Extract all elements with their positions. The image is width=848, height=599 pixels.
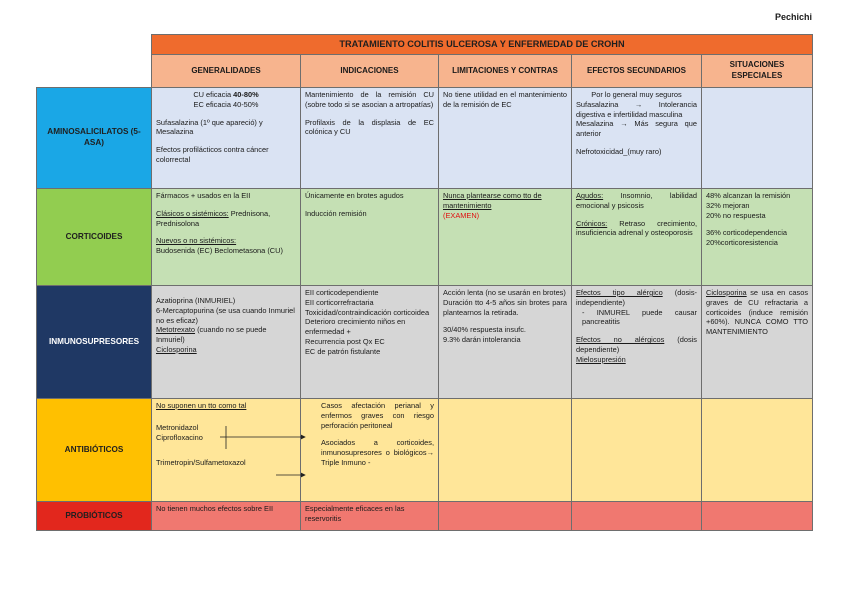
column-header-generalidades: GENERALIDADES <box>152 55 301 88</box>
indication-text: Inducción remisión <box>305 208 367 218</box>
row-label-corticoides: CORTICOIDES <box>37 189 152 286</box>
special-text: 32% mejoran <box>706 200 750 210</box>
profilactic-note: Efectos profilácticos contra cáncer colorrectal <box>156 145 269 164</box>
cell-inmunosupresores-situaciones <box>702 286 813 399</box>
row-label-antibioticos: ANTIBIÓTICOS <box>37 399 152 502</box>
row-label-probioticos: PROBIÓTICOS <box>37 502 152 531</box>
cell-corticoides-indicaciones <box>301 189 439 286</box>
chronic-list: Retraso crecimiento, insuficiencia adrenal y osteoporosis <box>576 218 697 238</box>
cell-aminosalicilatos-limitaciones <box>439 88 572 189</box>
cu-efficacy <box>156 90 296 100</box>
column-header-indicaciones: INDICACIONES <box>301 55 439 88</box>
special-text: 20%corticoresistencia <box>706 238 778 248</box>
cell-probioticos-indicaciones: Especialmente eficaces en las reservoritis <box>301 502 439 531</box>
special-text: 20% no respuesta <box>706 210 766 220</box>
special-text: 48% alcanzan la remisión <box>706 191 791 200</box>
cell-antibioticos-indicaciones <box>301 399 439 502</box>
table-row <box>37 189 813 286</box>
allergic-label: Efectos tipo alérgico <box>576 288 663 297</box>
ec-efficacy: EC eficacia 40-50% <box>193 99 259 109</box>
cell-probioticos-efectos <box>572 502 702 531</box>
cell-probioticos-limitaciones <box>439 502 572 531</box>
cu-efficacy-label: CU eficacia <box>193 90 234 99</box>
indication-text: EII corticodependiente <box>305 288 379 297</box>
cell-aminosalicilatos-generalidades <box>152 88 301 189</box>
general-text: Fármacos + usados en la EII <box>156 191 251 200</box>
cell-aminosalicilatos-efectos <box>572 88 702 189</box>
mielosupresion-label: Mielosupresión <box>576 354 626 364</box>
table-title: TRATAMIENTO COLITIS ULCEROSA Y ENFERMEDAD DE CROHN <box>152 35 813 55</box>
special-text: 36% corticodependencia <box>706 228 787 238</box>
allergic-effects <box>576 288 697 308</box>
ciclosporina-label: Ciclosporina <box>156 344 197 354</box>
cell-corticoides-situaciones <box>702 189 813 286</box>
cell-inmunosupresores-efectos <box>572 286 702 399</box>
treatment-table <box>36 34 813 531</box>
limitation-text: Nunca plantearse como tto de mantenimiento <box>443 191 542 210</box>
corner-blank-2 <box>37 55 152 88</box>
classic-list: Prednisona, Prednisolona <box>156 208 271 228</box>
cell-aminosalicilatos-indicaciones <box>301 88 439 189</box>
cell-antibioticos-situaciones <box>702 399 813 502</box>
side-effect-text: Por lo general muy seguros <box>591 90 682 99</box>
antibiotic-name: Trimetropin/Sulfametoxazol <box>156 458 246 468</box>
cell-aminosalicilatos-situaciones <box>702 88 813 189</box>
limitation-text: Duración tto 4-5 años sin brotes para plantearnos la retirada. <box>443 297 567 317</box>
classic-corticoids <box>156 209 296 229</box>
ciclosporina-special-label: Ciclosporina <box>706 288 747 297</box>
limitation-text: Acción lenta (no se usarán en brotes) <box>443 288 566 297</box>
indication-text: EII corticorrefractaria <box>305 297 374 307</box>
antibiotic-name: Ciprofloxacino <box>156 432 203 442</box>
indication-text: EC de patrón fistulante <box>305 346 381 356</box>
indication-text: Recurrencia post Qx EC <box>305 336 385 346</box>
acute-label: Agudos: <box>576 191 604 200</box>
classic-label: Clásicos o sistémicos: <box>156 208 229 218</box>
cell-antibioticos-efectos <box>572 399 702 502</box>
limitation-text: No tiene utilidad en el mantenimiento de la remisión de EC <box>443 90 567 109</box>
non-allergic-dosing: (dosis dependiente) <box>576 335 697 354</box>
author-name: Pechichi <box>774 12 812 22</box>
column-header-efectos: EFECTOS SECUNDARIOS <box>572 55 702 88</box>
cell-antibioticos-generalidades <box>152 399 301 502</box>
cell-inmunosupresores-limitaciones <box>439 286 572 399</box>
indication-text: Profilaxis de la displasia de EC colónica y CU <box>305 117 434 137</box>
new-corticoids-list: Budosenida (EC) Beclometasona (CU) <box>156 246 283 256</box>
indication-text: Deterioro crecimiento niños en enfermedad + <box>305 317 406 337</box>
non-allergic-label: Efectos no alérgicos <box>576 335 665 345</box>
row-label-aminosalicilatos: AMINOSALICILATOS (5-ASA) <box>37 88 152 189</box>
corner-blank <box>37 35 152 55</box>
table-row <box>37 502 813 531</box>
table-row <box>37 286 813 399</box>
indication-text: Asociados a corticoides, inmunosupresores o biológicos→ Triple Inmuno - <box>321 438 434 467</box>
table-row <box>37 88 813 189</box>
acute-effects <box>576 191 697 211</box>
chronic-effects <box>576 219 697 239</box>
row-label-inmunosupresores: INMUNOSUPRESORES <box>37 286 152 399</box>
methotrexate-label: Metotrexato <box>156 325 196 335</box>
general-text: 6-Mercaptopurina (se usa cuando Inmuriel no es eficaz) <box>156 305 295 325</box>
general-text: Azatioprina (INMURIEL) <box>156 296 236 305</box>
cell-antibioticos-limitaciones <box>439 399 572 502</box>
cell-inmunosupresores-indicaciones <box>301 286 439 399</box>
table-row <box>37 399 813 502</box>
column-header-limitaciones: LIMITACIONES Y CONTRAS <box>439 55 572 88</box>
indication-text: Únicamente en brotes agudos <box>305 191 404 200</box>
cell-inmunosupresores-generalidades <box>152 286 301 399</box>
methotrexate-text: (cuando no se puede Inmuriel) <box>156 325 267 345</box>
chronic-label: Crónicos: <box>576 218 608 228</box>
exam-note: (EXAMEN) <box>443 210 480 220</box>
cell-probioticos-generalidades: No tienen muchos efectos sobre EII <box>152 502 301 531</box>
acute-list: Insomnio, labilidad emocional y psicosis <box>576 191 697 210</box>
side-effect-text: Nefrotoxicidad_(muy raro) <box>576 146 662 156</box>
limitation-text: 30/40% respuesta insufc. <box>443 325 526 335</box>
side-effect-text: Sufasalazina → Intolerancia digestiva e infertilidad masculina <box>576 99 697 119</box>
allergic-dosing: (dosis-independiente) <box>576 288 697 307</box>
cell-corticoides-efectos <box>572 189 702 286</box>
pancreatitis-note: - INMUREL puede causar pancreatitis <box>582 307 697 327</box>
new-corticoids-label: Nuevos o no sistémicos: <box>156 236 237 246</box>
cell-corticoides-generalidades <box>152 189 301 286</box>
cell-probioticos-situaciones <box>702 502 813 531</box>
indication-text: Mantenimiento de la remisión CU (sobre todo si se asocian a artropatías) <box>305 90 434 109</box>
antibiotic-note: No suponen un tto como tal <box>156 401 247 410</box>
methotrexate-note <box>156 325 296 345</box>
non-allergic-effects <box>576 335 697 355</box>
column-header-situaciones: SITUACIONES ESPECIALES <box>702 55 813 88</box>
cell-corticoides-limitaciones <box>439 189 572 286</box>
side-effect-text: Mesalazina → Más segura que anterior <box>576 119 697 139</box>
indication-text: Casos afectación perianal y enfermos graves con riesgo perforación peritoneal <box>321 401 434 430</box>
antibiotic-name: Metronidazol <box>156 422 199 432</box>
indication-text: Toxicidad/contraindicación corticoidea <box>305 307 430 317</box>
cu-efficacy-value: 40-80% <box>233 90 259 99</box>
ciclosporina-special-text: se usa en casos graves de CU refractaria a corticoides (induce remisión +60%). NUNCA COMO TTO MANTENIMIENTO <box>706 288 809 337</box>
limitation-text: 9.3% darán intolerancia <box>443 335 521 345</box>
sufasalazina-note: Sufasalazina (1º que apareció) y Mesalazina <box>156 117 263 137</box>
